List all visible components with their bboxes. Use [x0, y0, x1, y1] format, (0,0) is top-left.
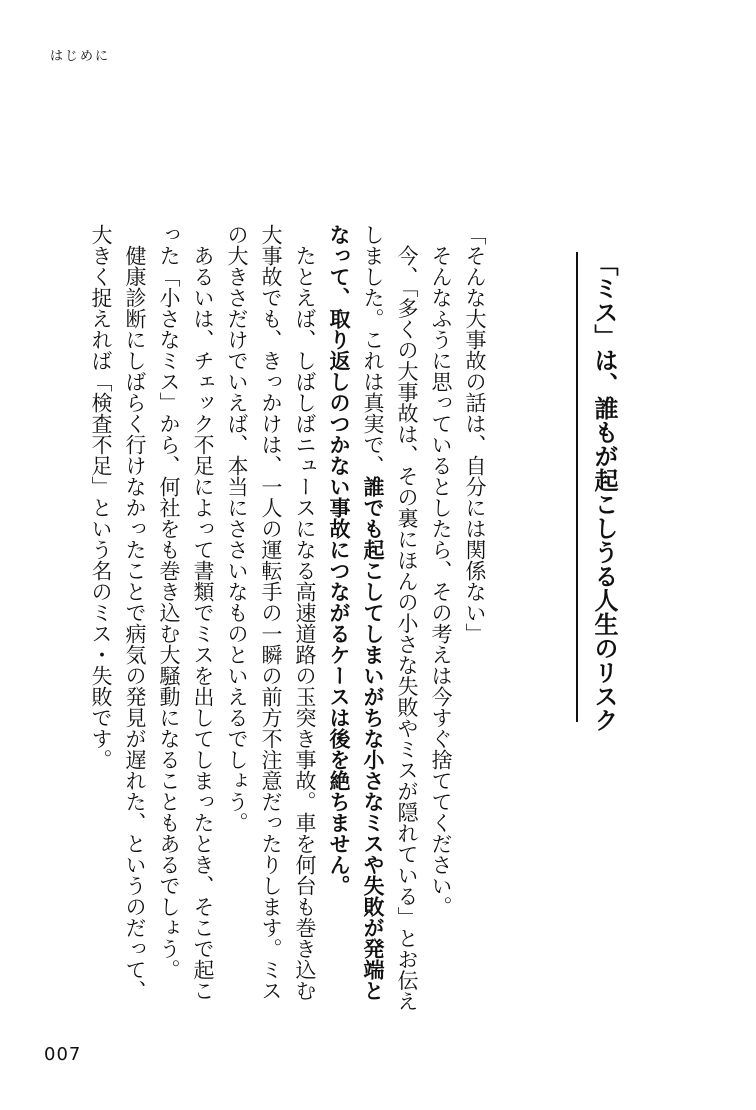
running-head: はじめに — [50, 49, 111, 64]
paragraph-2: そんなふうに思っているとしたら、その考えは今すぐ捨ててください。 — [429, 245, 453, 917]
section-heading: 「ミス」は、誰もが起こしうる人生のリスク — [576, 252, 622, 722]
page-number: 007 — [44, 1044, 82, 1065]
paragraph-6: 健康診断にしばらく行けなかったことで病気の発見が遅れた、というのだって、大きく捉えれば「検査不足」という名のミス・失敗です。 — [89, 224, 147, 1001]
paragraph-5: あるいは、チェック不足によって書類でミスを出してしまったとき、そこで起こった「小さなミス」から、何社をも巻き込む大騒動になることもあるでしょう。 — [157, 224, 215, 1001]
paragraph-4: たとえば、しばしばニュースになる高速道路の玉突き事故。車を何台も巻き込む大事故でも、きっかけは、一人の運転手の一瞬の前方不注意だったりします。ミスの大きさだけでいえば、本当にささいなものといえるでしょう。 — [225, 224, 317, 1001]
body-text — [89, 224, 492, 1014]
paragraph-3-emphasis: 誰でも起こしてしまいがちな小さなミスや失敗が発端となって、取り返しのつかない事故につながるケースは後を絶ちません。 — [327, 224, 385, 1001]
paragraph-3-text: 今、「多くの大事故は、その裏にほんの小さな失敗やミスが隠れている」とお伝えしました。これは真実で、 — [361, 224, 419, 1012]
paragraph-quote: 「そんな大事故の話は、自分には関係ない」 — [463, 224, 487, 644]
paragraph-3 — [322, 224, 424, 1014]
